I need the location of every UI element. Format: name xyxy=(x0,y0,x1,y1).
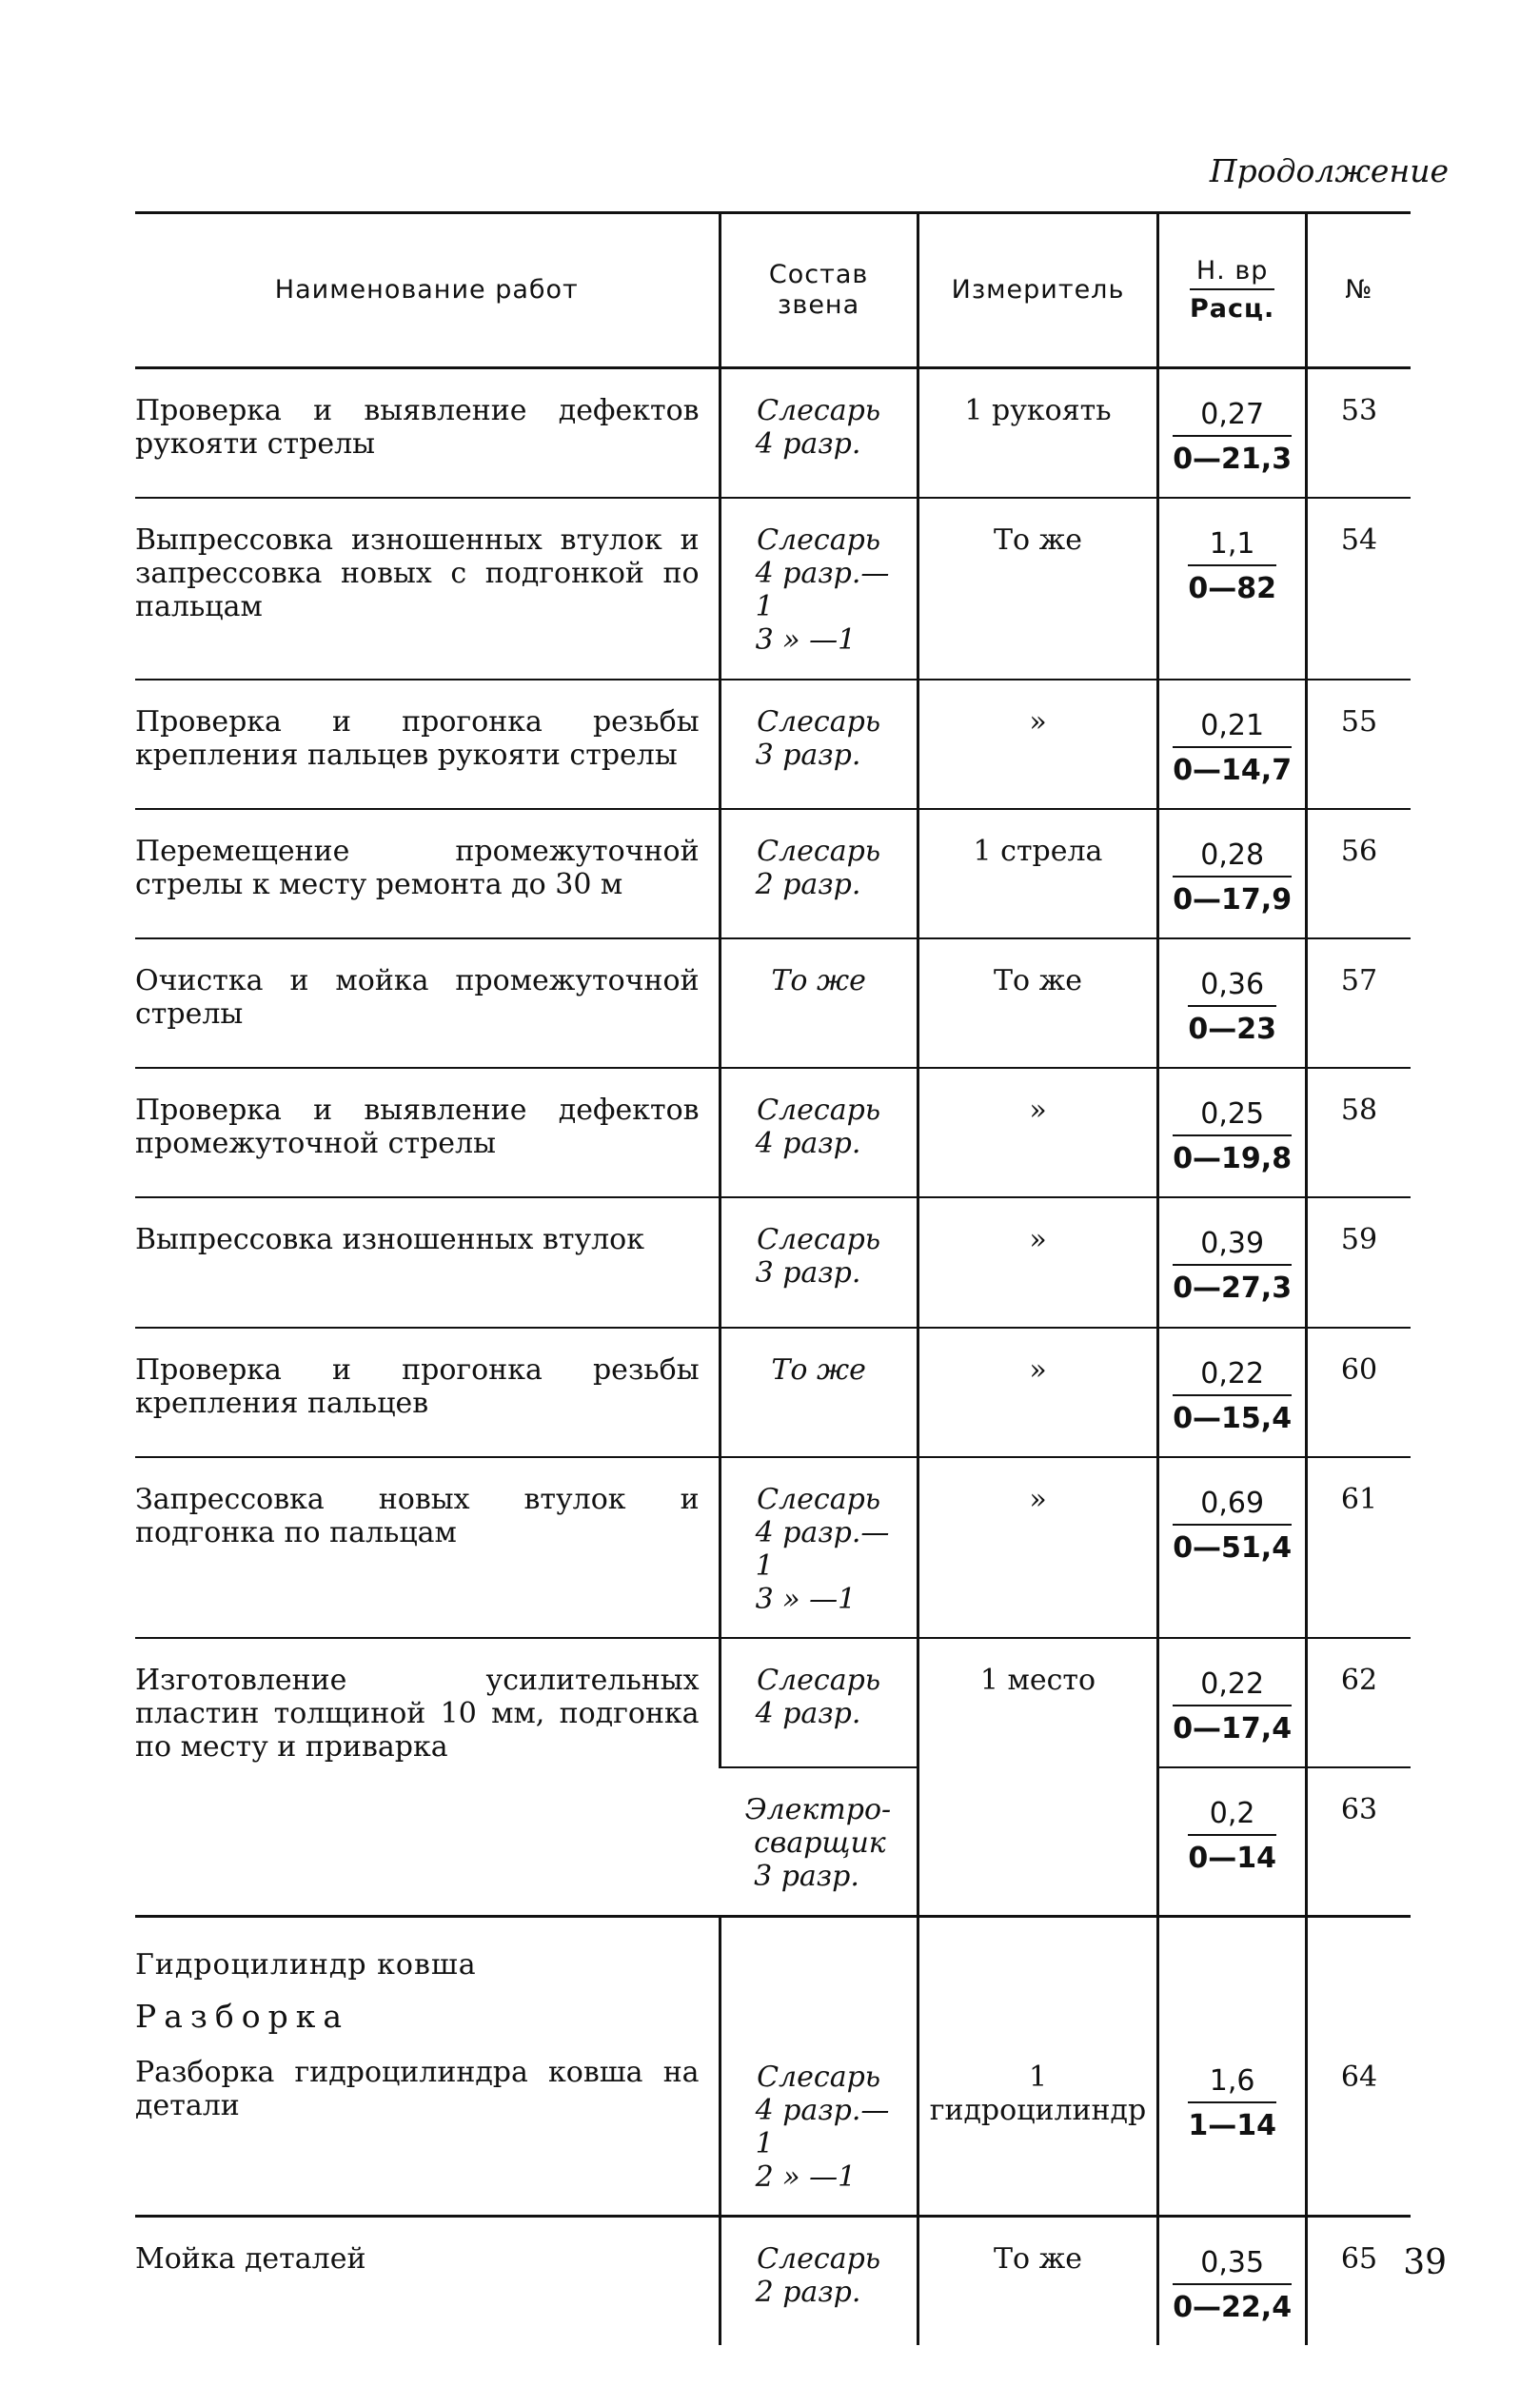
crew-line: 2 разр. xyxy=(755,867,861,901)
norm-rate: 0—14,7 xyxy=(1173,753,1293,787)
norm-fraction xyxy=(1173,1227,1292,1305)
crew-line: 4 разр.—1 xyxy=(755,2093,890,2160)
norm-fraction xyxy=(1173,1667,1292,1745)
crew-line: Слесарь xyxy=(757,704,881,739)
crew-line: То же xyxy=(771,963,866,997)
crew-line: Слесарь xyxy=(757,834,881,868)
crew-line: 2 разр. xyxy=(755,2276,861,2309)
crew-cell xyxy=(720,2216,918,2345)
norm-cell xyxy=(1158,1916,1307,2216)
measure-cell: То же xyxy=(918,2216,1158,2345)
norm-rate: 0—23 xyxy=(1188,1013,1276,1047)
crew-line: Слесарь xyxy=(757,2241,881,2276)
norm-time: 0,69 xyxy=(1173,1487,1292,1526)
header-norm-time: Н. вр xyxy=(1190,256,1274,290)
norm-time: 1,1 xyxy=(1188,527,1276,566)
norm-cell xyxy=(1158,1197,1307,1327)
norm-rate: 0—14 xyxy=(1188,1842,1276,1876)
crew-cell xyxy=(720,498,918,679)
norm-time: 0,27 xyxy=(1173,398,1292,437)
crew-cell xyxy=(720,809,918,938)
crew-cell xyxy=(720,1916,918,2216)
norm-cell xyxy=(1158,1767,1307,1916)
crew-line: 2 » —1 xyxy=(755,2159,857,2194)
measure-cell: » xyxy=(918,1197,1158,1327)
norm-time: 0,21 xyxy=(1173,709,1292,748)
measure-cell: 1 стрела xyxy=(918,809,1158,938)
crew-line: Слесарь xyxy=(757,1223,881,1257)
norm-fraction xyxy=(1173,2246,1292,2324)
row-number: 64 xyxy=(1306,1916,1411,2216)
section-subtitle: Разборка xyxy=(135,1997,350,2035)
norm-cell xyxy=(1158,809,1307,938)
norm-rate: 0—51,4 xyxy=(1173,1530,1293,1565)
norm-rate: 0—82 xyxy=(1188,572,1276,606)
crew-line: Слесарь xyxy=(757,2060,881,2094)
norm-rate: 0—21,3 xyxy=(1173,443,1293,477)
row-number: 61 xyxy=(1306,1457,1411,1638)
table-row xyxy=(135,1916,1411,2216)
norm-cell xyxy=(1158,1328,1307,1457)
table-row xyxy=(135,809,1411,938)
norm-time: 0,22 xyxy=(1173,1357,1292,1396)
measure-cell: » xyxy=(918,1457,1158,1638)
table-row xyxy=(135,938,1411,1068)
work-name: Проверка и выявление дефектов рукояти стрелы xyxy=(135,368,720,499)
table-row xyxy=(135,1457,1411,1638)
table-header-row xyxy=(135,213,1411,368)
crew-cell xyxy=(720,1457,918,1638)
measure-cell: » xyxy=(918,680,1158,809)
crew-cell xyxy=(720,1068,918,1197)
work-name: Запрессовка новых втулок и подгонка по пальцам xyxy=(135,1457,720,1638)
norm-time: 0,39 xyxy=(1173,1227,1292,1266)
header-measure: Измеритель xyxy=(918,213,1158,368)
header-crew: Состав звена xyxy=(720,213,918,368)
norm-fraction xyxy=(1188,527,1276,605)
row-number: 57 xyxy=(1306,938,1411,1068)
row-number: 59 xyxy=(1306,1197,1411,1327)
row-number: 55 xyxy=(1306,680,1411,809)
crew-line: 4 разр. xyxy=(755,1697,861,1731)
work-norms-table xyxy=(135,211,1411,2345)
crew-line: То же xyxy=(771,1352,866,1387)
crew-cell xyxy=(720,1197,918,1327)
norm-fraction xyxy=(1173,1097,1292,1175)
norm-fraction xyxy=(1173,709,1292,787)
crew-line: Слесарь xyxy=(757,523,881,558)
row-number: 63 xyxy=(1306,1767,1411,1916)
norm-time: 0,35 xyxy=(1173,2246,1292,2285)
norm-rate: 0—17,4 xyxy=(1173,1712,1293,1746)
crew-cell xyxy=(720,938,918,1068)
work-name: Выпрессовка изношенных втулок xyxy=(135,1197,720,1327)
row-number: 53 xyxy=(1306,368,1411,499)
crew-cell xyxy=(720,368,918,499)
crew-line: Слесарь xyxy=(757,1094,881,1128)
crew-line: 4 разр. xyxy=(755,427,861,462)
norm-cell xyxy=(1158,1638,1307,1767)
norm-time: 1,6 xyxy=(1188,2064,1276,2103)
crew-cell xyxy=(720,1638,918,1767)
norm-rate: 0—19,8 xyxy=(1173,1142,1293,1176)
continuation-label: Продолжение xyxy=(1209,152,1449,189)
table-row xyxy=(135,1197,1411,1327)
norm-fraction xyxy=(1173,1487,1292,1565)
crew-cell xyxy=(720,1328,918,1457)
crew-line: 3 » —1 xyxy=(755,1582,857,1616)
measure-cell: То же xyxy=(918,498,1158,679)
crew-line: 3 разр. xyxy=(755,1256,861,1291)
table-row xyxy=(135,1068,1411,1197)
row-number: 56 xyxy=(1306,809,1411,938)
crew-cell xyxy=(720,680,918,809)
work-name: Проверка и прогонка резьбы крепления пальцев рукояти стрелы xyxy=(135,680,720,809)
measure-cell: » xyxy=(918,1328,1158,1457)
norm-rate: 0—17,9 xyxy=(1173,882,1293,917)
section-cell xyxy=(135,1916,720,2216)
crew-line: 3 разр. xyxy=(755,738,861,772)
norm-fraction xyxy=(1188,968,1276,1046)
crew-line: Слесарь xyxy=(757,1482,881,1516)
crew-cell xyxy=(720,1767,918,1916)
crew-line: Слесарь xyxy=(757,394,881,427)
norm-cell xyxy=(1158,498,1307,679)
work-name: Мойка деталей xyxy=(135,2241,366,2276)
section-title: Гидроцилиндр ковша xyxy=(135,1947,477,1982)
norm-time: 0,2 xyxy=(1188,1797,1276,1836)
work-name: Разборка гидроцилиндра ковша на детали xyxy=(135,2056,700,2123)
crew-line: 4 разр.—1 xyxy=(755,557,890,624)
work-name: Перемещение промежуточной стрелы к месту ремонта до 30 м xyxy=(135,809,720,938)
table-row xyxy=(135,2216,1411,2345)
norm-cell xyxy=(1158,1457,1307,1638)
work-name: Проверка и выявление дефектов промежуточной стрелы xyxy=(135,1068,720,1197)
measure-cell: 1 рукоять xyxy=(918,368,1158,499)
norm-fraction xyxy=(1173,1357,1292,1435)
norm-rate: 0—15,4 xyxy=(1173,1401,1293,1435)
norm-cell xyxy=(1158,680,1307,809)
crew-line: 3 разр. xyxy=(754,1860,859,1894)
norm-rate: 0—27,3 xyxy=(1173,1272,1293,1306)
header-norm-rate: Расц. xyxy=(1189,294,1275,324)
measure-cell: 1 гидроцилиндр xyxy=(918,1916,1158,2216)
norm-fraction xyxy=(1173,838,1292,917)
norm-fraction xyxy=(1188,2064,1276,2142)
table-row xyxy=(135,368,1411,499)
crew-line: Электро- xyxy=(744,1793,892,1827)
crew-line: сварщик xyxy=(754,1826,886,1861)
norm-time: 0,36 xyxy=(1188,968,1276,1007)
table-row xyxy=(135,498,1411,679)
norm-rate: 1—14 xyxy=(1188,2108,1276,2142)
table-row xyxy=(135,680,1411,809)
norm-rate: 0—22,4 xyxy=(1173,2291,1293,2324)
measure-cell: 1 место xyxy=(918,1638,1158,1916)
header-norm xyxy=(1158,213,1307,368)
norm-fraction xyxy=(1173,398,1292,476)
norm-time: 0,25 xyxy=(1173,1097,1292,1136)
norm-cell xyxy=(1158,2216,1307,2345)
header-name: Наименование работ xyxy=(135,213,720,368)
work-name: Выпрессовка изношенных втулок и запрессовка новых с подгонкой по пальцам xyxy=(135,498,720,679)
measure-cell: То же xyxy=(918,938,1158,1068)
norm-time: 0,28 xyxy=(1173,838,1292,878)
page-number: 39 xyxy=(1403,2243,1447,2282)
crew-line: 4 разр. xyxy=(755,1127,861,1161)
work-name: Проверка и прогонка резьбы крепления пальцев xyxy=(135,1328,720,1457)
crew-line: 4 разр.—1 xyxy=(755,1515,890,1583)
work-name: Очистка и мойка промежуточной стрелы xyxy=(135,938,720,1068)
crew-line: Слесарь xyxy=(757,1664,881,1698)
row-number: 60 xyxy=(1306,1328,1411,1457)
crew-line: 3 » —1 xyxy=(755,623,857,658)
norm-cell xyxy=(1158,1068,1307,1197)
row-number: 58 xyxy=(1306,1068,1411,1197)
row-number: 62 xyxy=(1306,1638,1411,1767)
table-row xyxy=(135,1328,1411,1457)
measure-cell: » xyxy=(918,1068,1158,1197)
norm-cell xyxy=(1158,938,1307,1068)
row-number: 65 xyxy=(1306,2216,1411,2345)
norm-cell xyxy=(1158,368,1307,499)
norm-fraction xyxy=(1188,1797,1276,1875)
row-number: 54 xyxy=(1306,498,1411,679)
work-name: Изготовление усилительных пластин толщиной 10 мм, подгонка по месту и приварка xyxy=(135,1638,720,1916)
norm-time: 0,22 xyxy=(1173,1667,1292,1706)
header-number: № xyxy=(1306,213,1411,368)
table-row xyxy=(135,1638,1411,1767)
